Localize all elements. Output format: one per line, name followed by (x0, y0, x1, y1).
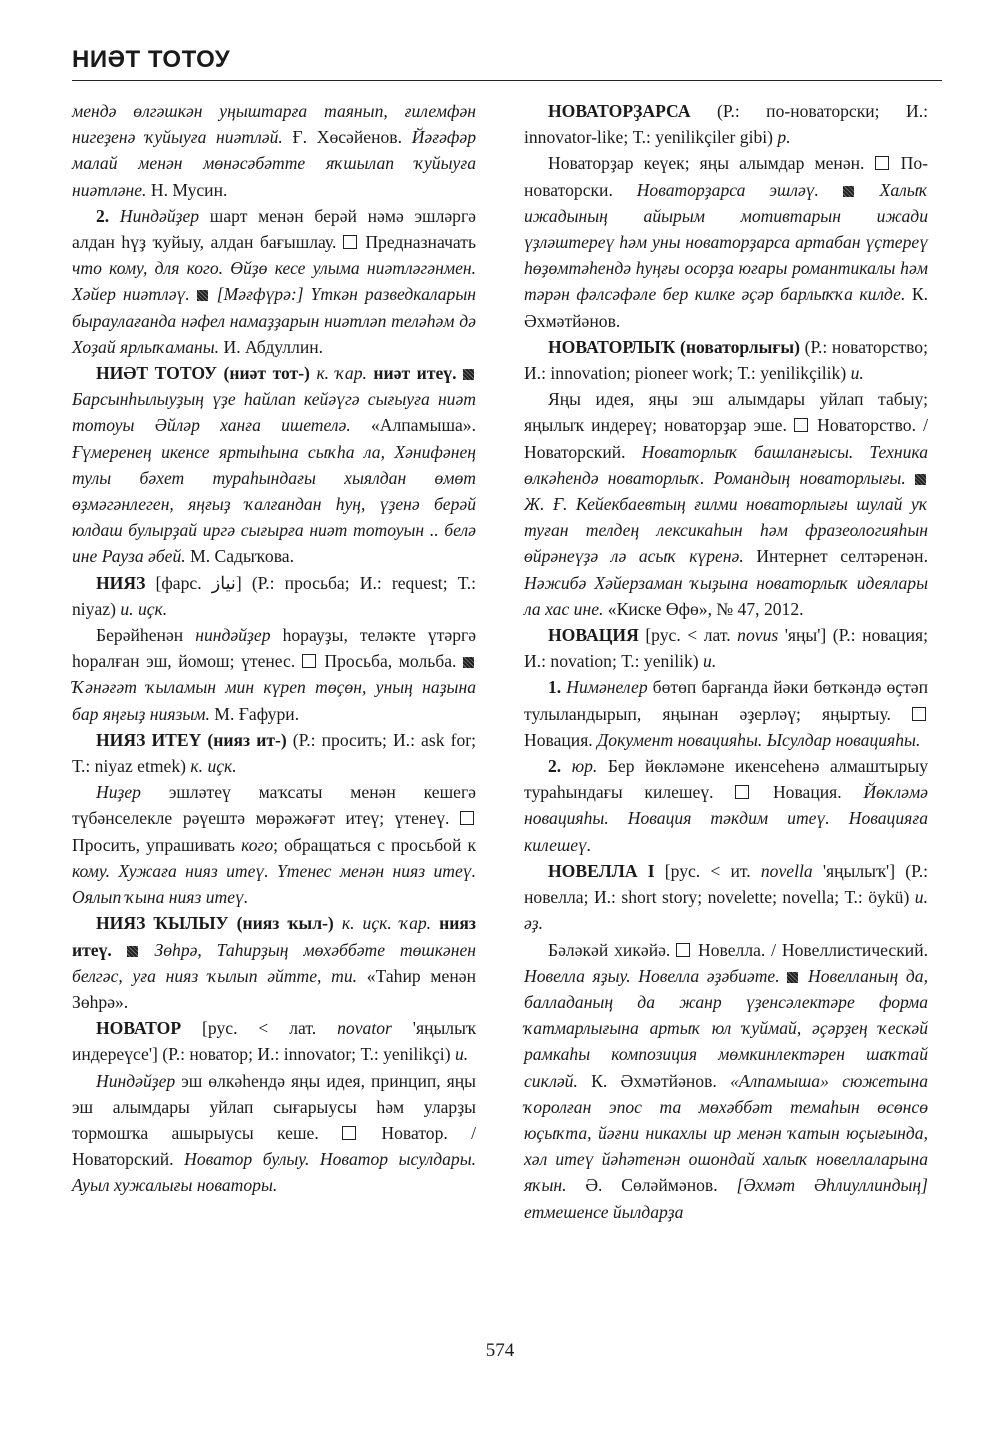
text: Новация. (524, 729, 598, 750)
illustration-marker-icon (197, 290, 208, 301)
text: «Алпамыша». (350, 415, 476, 436)
italic-text: и. (703, 651, 717, 672)
italic-text: к. ҡар. (316, 363, 374, 384)
italic-text: Ниҙер (96, 782, 141, 803)
italic-text: ниндәйҙер (195, 625, 271, 646)
entry-paragraph (524, 622, 928, 674)
text: [рус. < ит. (664, 860, 761, 881)
text: Н. Мусин. (146, 179, 228, 200)
headword: 2. (548, 756, 572, 777)
text: Новаторҙар кеүек; яңы алымдар менән. (548, 153, 875, 174)
italic-text: Новаторлыҡ башланғысы. Техника өлкәһендә новаторлыҡ. Романдың новаторлығы. (524, 441, 929, 488)
italic-text: Новатор булыу. Новатор ысулдары. Ауыл хужалығы новаторы. (72, 1149, 477, 1196)
italic-text: Документ новацияһы. Ысулдар новацияһы. (597, 729, 921, 750)
illustration-marker-icon (915, 474, 926, 485)
russian-equivalent-marker-icon (794, 418, 808, 432)
russian-equivalent-marker-icon (875, 156, 889, 170)
entry-paragraph (72, 360, 476, 570)
illustration-marker-icon (463, 657, 474, 668)
italic-text: Йөкләмә новацияһы. Новация тәкдим итеү. Новацияға килешеү. (524, 782, 928, 855)
text: По-новаторски. (524, 153, 928, 200)
russian-equivalent-marker-icon (460, 811, 474, 825)
headword: НОВАТОР (96, 1018, 203, 1039)
italic-text: Халыҡ ижадының айырым мотивтарын ижади үҙләштереү һәм уны новаторҙарса артабан үҫтереү һөҙөмтәһендә һуңғы осорҙа юғары романтикалы һәм тәрән фәлсәфәле бер килке әҫәр барлыҡҡа килде. (524, 179, 928, 305)
text: Новатор. / Новаторский. (72, 1122, 476, 1170)
text: 'яңылыҡ'] (Р.: новелла; И.: short story; novelette; novella; Т.: öykü) (524, 860, 928, 908)
italic-text: Новелланың да, балладаның да жанр үҙенсәлектәре форма ҡатмарлығына артыҡ юл ҡуймай, әҫәрҙең ҡескәй рамкаһы композиция мөмкинлектәрен шаҡтай сикләй. (524, 965, 928, 1091)
entry-paragraph (524, 98, 928, 150)
italic-text: кого (241, 834, 274, 855)
text: шарт менән берәй нәмә эшләргә алдан һүҙ ҡуйыу, алдан бағышлау. (72, 205, 476, 253)
illustration-marker-icon (463, 369, 474, 380)
italic-text: novus (737, 625, 779, 646)
italic-text: и. әҙ. (524, 887, 928, 934)
headword: НОВАТОРЛЫҠ (новаторлығы) (548, 336, 805, 357)
illustration-marker-icon (843, 186, 854, 197)
italic-text: Ғүмеренең икенсе яртыһына сыҡһа ла, Хәнифәнең тулы бәхет тураһындағы хыялдан өмөт өҙмәгәнлеген, яңғыҙ ҡалғандан һуң, үҙенә берәй юлдаш булырҙай иргә сығырға ниәт тотоуын .. белә ине Рауза әбей. (72, 441, 476, 567)
text: Яңы идея, яңы эш алымдары уйлап табыу; яңылыҡ индереү; новаторҙар эше. (524, 389, 928, 436)
italic-text: Новаторҙарса эшләү. (636, 179, 843, 200)
text: К. Әхмәтйәнов. (577, 1070, 731, 1091)
italic-text: и. (850, 363, 864, 384)
italic-text: что кому, для кого. Өйҙө кесе улыма ниәтләгәнмен. Хәйер ниәтләү. (72, 258, 476, 305)
russian-equivalent-marker-icon (342, 1126, 356, 1140)
left-column (72, 98, 476, 1199)
italic-text: к. иҫк. ҡар. (341, 913, 440, 934)
text: Предназначать (358, 232, 476, 253)
headword: 1. (548, 677, 567, 698)
entry-paragraph (72, 1015, 476, 1067)
italic-text: «Алпамыша» сюжетына ҡоролған эпос та мөхәббәт темаһын өсөнсө юҫыҡта, йәғни никахлы ир менән ҡатын юҫығында, хәл итеү йәһәтенән ошондай халыҡ новеллаларына яҡын. (524, 1070, 928, 1196)
entry-continuation (72, 98, 476, 203)
text: Просьба, мольба. (317, 651, 463, 672)
text: М. Садыҡова. (185, 546, 294, 567)
text: Новаторство. / Новаторский. (524, 415, 928, 462)
text: 'яңылыҡ индереүсе'] (Р.: новатор; И.: innovator; Т.: yenilikçi) (72, 1018, 476, 1065)
illustration-marker-icon (127, 946, 138, 957)
text: (Р.: просить; И.: ask for; Т.: niyaz etmek) (72, 729, 476, 777)
page-number: 574 (485, 1340, 515, 1361)
text: (Р.: новаторство; И.: innovation; pioneer work; Т.: yenilikçilik) (524, 336, 928, 384)
headword: ниәт итеү. (373, 363, 463, 384)
entry-paragraph (524, 674, 928, 753)
running-title: НИӘТ ТОТОУ (72, 46, 231, 73)
header-rule (72, 80, 942, 81)
entry-paragraph (72, 910, 476, 1015)
italic-text: Нәжибә Хәйерзаман ҡыҙына новаторлыҡ идеялары ла хас ине. (524, 572, 928, 619)
italic-text: р. (777, 127, 791, 148)
italic-text: Ниндәйҙер (119, 205, 200, 226)
text: ; обращаться с просьбой к (273, 834, 477, 855)
italic-text: кому. Хужаға нияз итеү. Үтенес менән нияз итеү. Оялып ҡына нияз итеү. (72, 860, 476, 908)
headword: НИӘТ ТОТОУ (ниәт тот-) (96, 363, 317, 384)
entry-paragraph (524, 753, 928, 858)
text: [рус. < лат. (645, 625, 738, 646)
headword: 2. (96, 205, 120, 226)
text: Ә. Сөләймәнов. (566, 1175, 737, 1196)
text: «Киске Өфө», № 47, 2012. (603, 598, 804, 619)
italic-text: [Мәғфүрә:] Үткән разведкаларын быраулағанда нәфел намаҙҙарын ниәтләп теләһәм дә Хоҙай ярлыҡаманы. (72, 284, 476, 357)
italic-text: к. иҫк. (190, 756, 237, 777)
entry-paragraph (72, 779, 476, 910)
italic-text: Барсынһылыуҙың үҙе һайлап кейәүгә сығыуға ниәт тотоуы Әйләр ханға ишетелә. (72, 389, 476, 436)
headword: НОВАТОРҘАРСА (548, 101, 717, 121)
italic-text: юр. (571, 756, 598, 777)
text: Бер йөкләмәне икенсеһенә алмаштырыу тураһындағы килешеү. (524, 756, 928, 803)
entry-paragraph (524, 937, 928, 1225)
text: бөтөп барғанда йәки бөткәндә өҫтәп тулыландырып, яңынан әҙерләү; яңыртыу. (524, 677, 929, 724)
entry-paragraph (72, 570, 476, 622)
italic-text: Ҡәнәғәт ҡыламын мин күреп төҫөн, уның наҙына бар яңғыҙ ниязым. (72, 677, 476, 724)
text: 'яңы'] (Р.: новация; И.: novation; Т.: yenilik) (524, 625, 928, 672)
italic-text: Ж. Ғ. Кейекбаевтың ғилми новаторлығы шулай уҡ туған телдең лексикаһын һәм фразеологияһын өйрәнеүҙә лә асыҡ күренә. (524, 494, 928, 567)
text: М. Ғафури. (209, 703, 300, 724)
text: һорауҙы, теләкте үтәргә һоралған эш, йомош; үтенес. (72, 625, 477, 672)
entry-paragraph (524, 386, 928, 622)
italic-text: novella (760, 860, 813, 881)
entry-paragraph (72, 1068, 476, 1199)
italic-text: и. иҫк. (120, 598, 168, 619)
italic-text: Новелла яҙыу. Новелла әҙәбиәте. (524, 965, 788, 986)
text: Ғ. Хөсәйенов. (282, 127, 412, 148)
entry-paragraph (72, 203, 476, 360)
russian-equivalent-marker-icon (302, 654, 316, 668)
text: К. Әхмәтйәнов. (524, 284, 928, 331)
entry-paragraph (72, 727, 476, 779)
entry-paragraph (524, 334, 928, 386)
russian-equivalent-marker-icon (735, 785, 749, 799)
italic-text: Зөһрә, Таһирҙың мөхәббәте төшкәнен белгәс, уға нияз ҡылып әйтте, ти. (72, 939, 477, 986)
text: «Таһир менән Зөһрә». (72, 965, 476, 1012)
entry-paragraph (72, 622, 476, 727)
headword: нияз итеү. (72, 913, 476, 960)
entry-paragraph (524, 858, 928, 937)
text: эшләтеү маҡсаты менән кешегә түбәнселекле рәүештә мөрәжәғәт итеү; үтенеү. (72, 782, 476, 829)
headword: НИЯЗ ИТЕҮ (нияз ит-) (96, 729, 293, 750)
illustration-marker-icon (787, 972, 798, 983)
text: Просить, упрашивать (72, 834, 242, 855)
italic-text: novator (337, 1018, 392, 1039)
italic-text: Ниндәйҙер (96, 1070, 176, 1091)
text: И. Абдуллин. (219, 336, 324, 357)
text: Новелла. / Новеллистический. (692, 939, 929, 960)
russian-equivalent-marker-icon (343, 235, 357, 249)
italic-text: и. (454, 1044, 469, 1065)
text: (Р.: по-новаторски; И.: innovator-like; Т.: yenilikçiler gibi) (524, 101, 928, 148)
italic-text: мендә өлгәшкән уңыштарға таянып, ғилемфән нигеҙенә ҡуйыуға ниәтләй. (72, 101, 476, 148)
text: Бәләкәй хикәйә. (548, 939, 677, 960)
text: [фарс. نیاز] (Р.: просьба; И.: request; Т.: niyaz) (72, 572, 476, 619)
russian-equivalent-marker-icon (676, 943, 690, 957)
headword: НОВАЦИЯ (548, 625, 646, 646)
text: эш өлкәһендә яңы идея, принцип, яңы эш алымдары уйлап сығарыусы һәм уларҙы тормошҡа ашырыусы кеше. (72, 1070, 476, 1143)
russian-equivalent-marker-icon (912, 707, 926, 721)
entry-paragraph (524, 150, 928, 333)
italic-text: Нимәнелер (566, 677, 648, 698)
text: Новация. (751, 782, 864, 803)
headword: НИЯЗ (96, 572, 156, 593)
text: Интернет селтәренән. (743, 546, 928, 567)
italic-text: Йәғәфәр малай менән мөнәсәбәтте яҡшылап ҡуйыуға ниәтләне. (72, 127, 476, 200)
headword: НИЯЗ ҠЫЛЫУ (нияз ҡыл-) (96, 913, 342, 934)
headword: НОВЕЛЛА I (548, 860, 665, 881)
text: [рус. < лат. (202, 1018, 338, 1039)
right-column (524, 98, 928, 1225)
italic-text: [Әхмәт Әһлиуллиндың] етмешенсе йылдарҙа (524, 1175, 928, 1222)
text: Берәйһенән (96, 625, 196, 646)
